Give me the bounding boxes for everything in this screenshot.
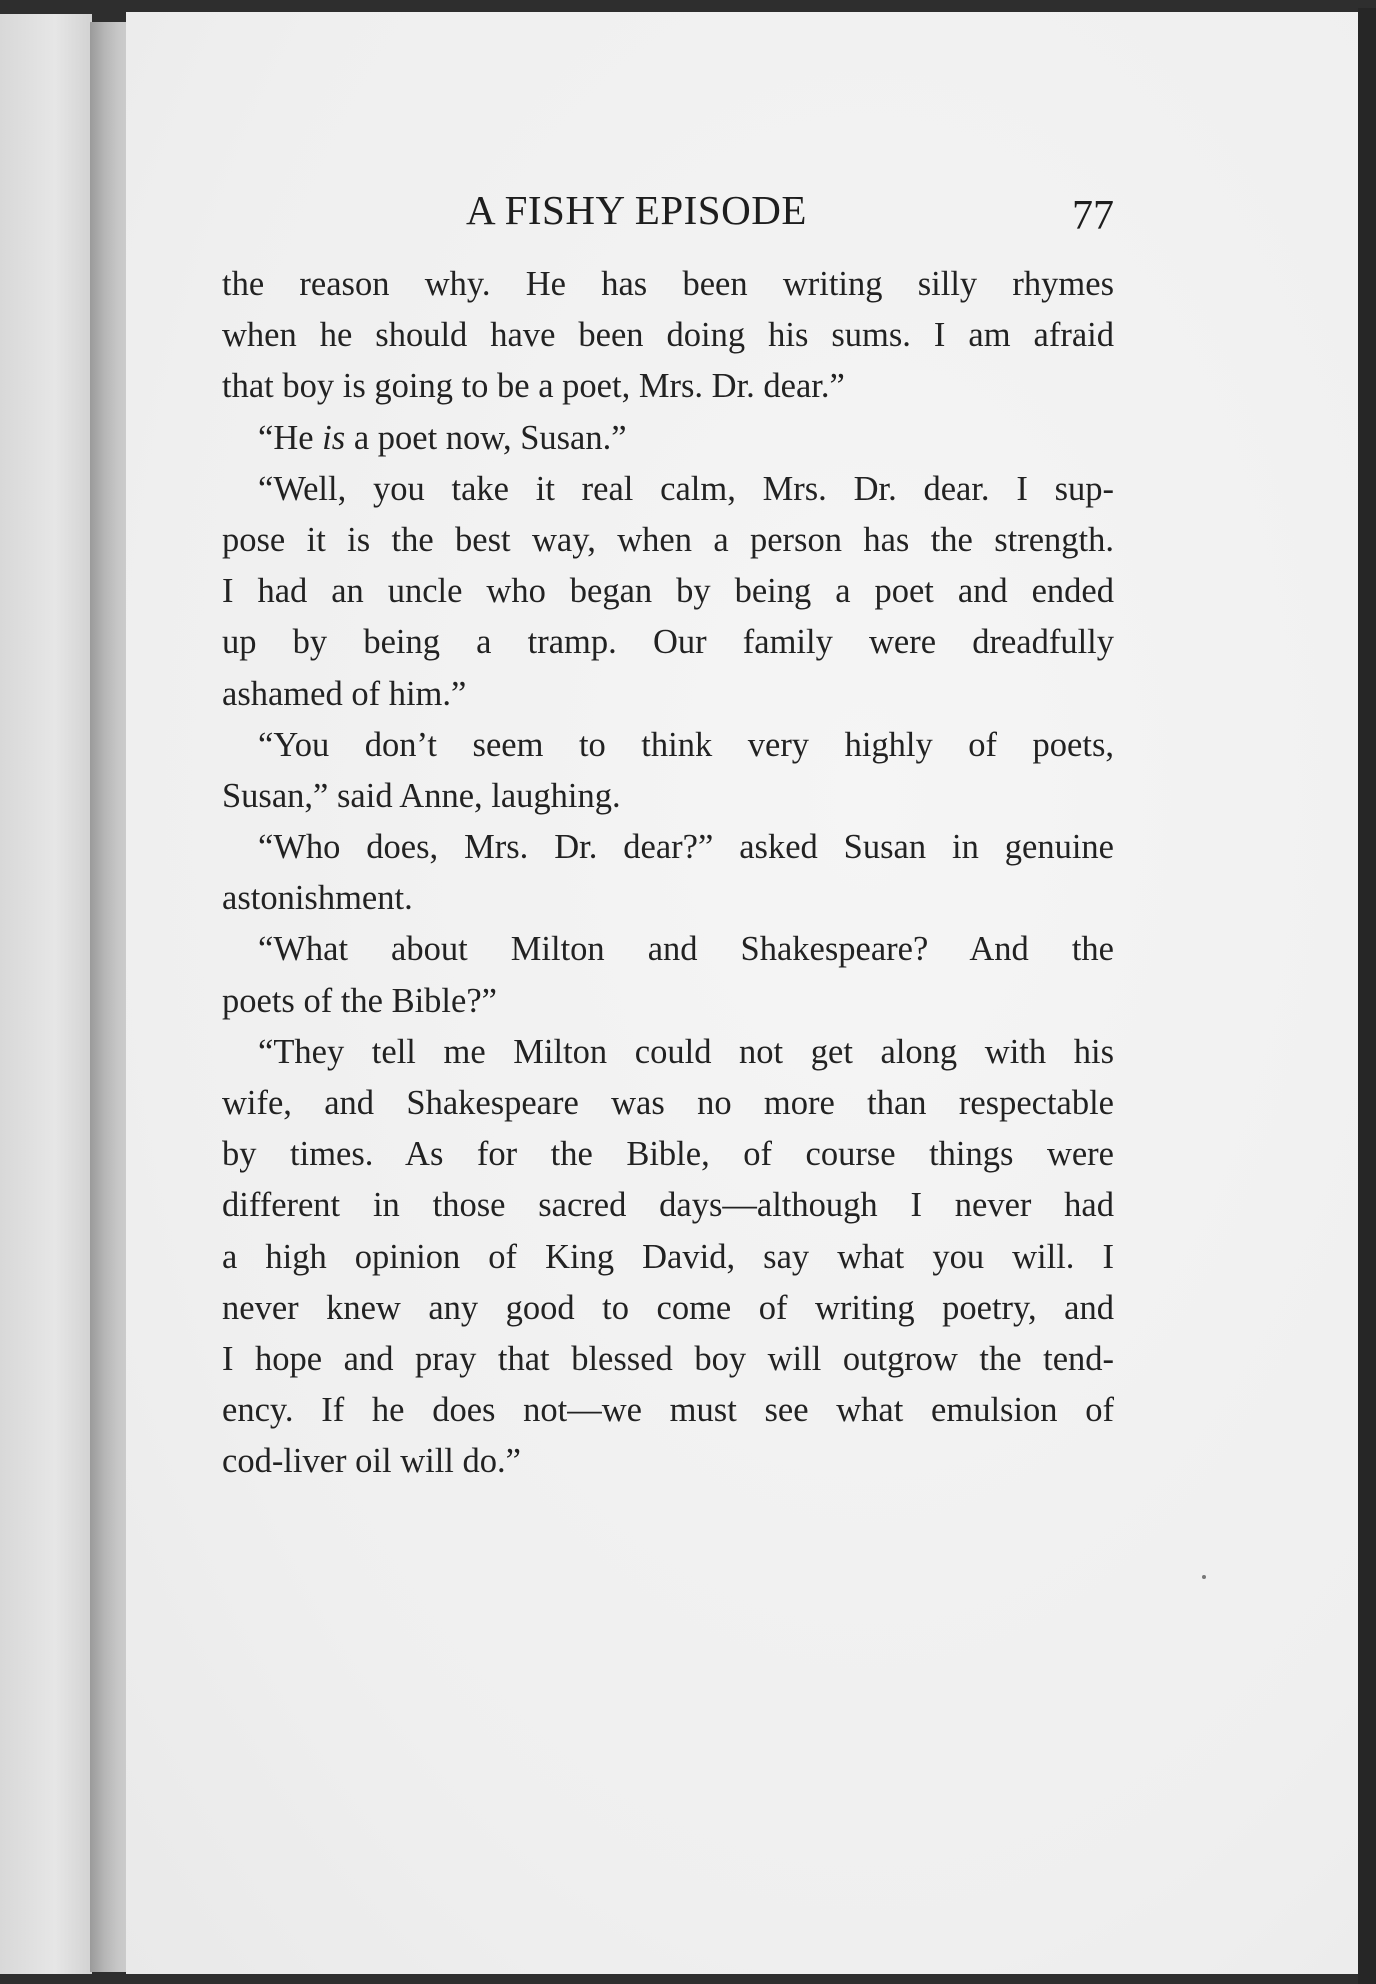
text-line: up by being a tramp. Our family were dreadfully bbox=[222, 623, 1114, 662]
text-line: ency. If he does not—we must see what emulsion of bbox=[222, 1391, 1114, 1430]
text-line: “He is a poet now, Susan.” bbox=[258, 418, 627, 457]
text-line: astonishment. bbox=[222, 879, 413, 918]
text-line: “Who does, Mrs. Dr. dear?” asked Susan in genuine bbox=[258, 828, 1114, 867]
page-number: 77 bbox=[1072, 193, 1114, 239]
text-line: “What about Milton and Shakespeare? And the bbox=[258, 930, 1114, 969]
text-line: a high opinion of King David, say what you will. I bbox=[222, 1237, 1114, 1276]
text-line: I hope and pray that blessed boy will outgrow the tend- bbox=[222, 1339, 1114, 1378]
body-text bbox=[222, 259, 1114, 1488]
running-head: A FISHY EPISODE bbox=[466, 187, 807, 233]
text-line: “You don’t seem to think very highly of poets, bbox=[258, 725, 1114, 764]
text-line: “They tell me Milton could not get along with his bbox=[258, 1032, 1114, 1071]
text-line: ashamed of him.” bbox=[222, 674, 467, 713]
book-gutter-shadow bbox=[90, 22, 130, 1972]
text-line: never knew any good to come of writing poetry, and bbox=[222, 1288, 1114, 1327]
text-line: Susan,” said Anne, laughing. bbox=[222, 776, 621, 815]
text-line: wife, and Shakespeare was no more than respectable bbox=[222, 1084, 1114, 1122]
text-line: by times. As for the Bible, of course things were bbox=[222, 1135, 1114, 1174]
text-line: I had an uncle who began by being a poet and ended bbox=[222, 572, 1114, 611]
text-line: that boy is going to be a poet, Mrs. Dr. dear.” bbox=[222, 367, 845, 406]
text-line: when he should have been doing his sums. I am afraid bbox=[222, 316, 1114, 355]
scan-border bbox=[1358, 8, 1376, 1984]
text-line: cod-liver oil will do.” bbox=[222, 1442, 521, 1481]
text-line: pose it is the best way, when a person has the strength. bbox=[222, 520, 1114, 559]
emphasis: is bbox=[322, 418, 346, 457]
text-line: the reason why. He has been writing silly rhymes bbox=[222, 265, 1114, 303]
page-header bbox=[222, 182, 1114, 242]
text-line: different in those sacred days—although I never had bbox=[222, 1186, 1114, 1225]
paper-speck bbox=[1202, 1575, 1206, 1579]
text-line: poets of the Bible?” bbox=[222, 981, 497, 1020]
text-line: “Well, you take it real calm, Mrs. Dr. dear. I sup- bbox=[258, 469, 1114, 508]
facing-page-edge bbox=[0, 14, 92, 1974]
